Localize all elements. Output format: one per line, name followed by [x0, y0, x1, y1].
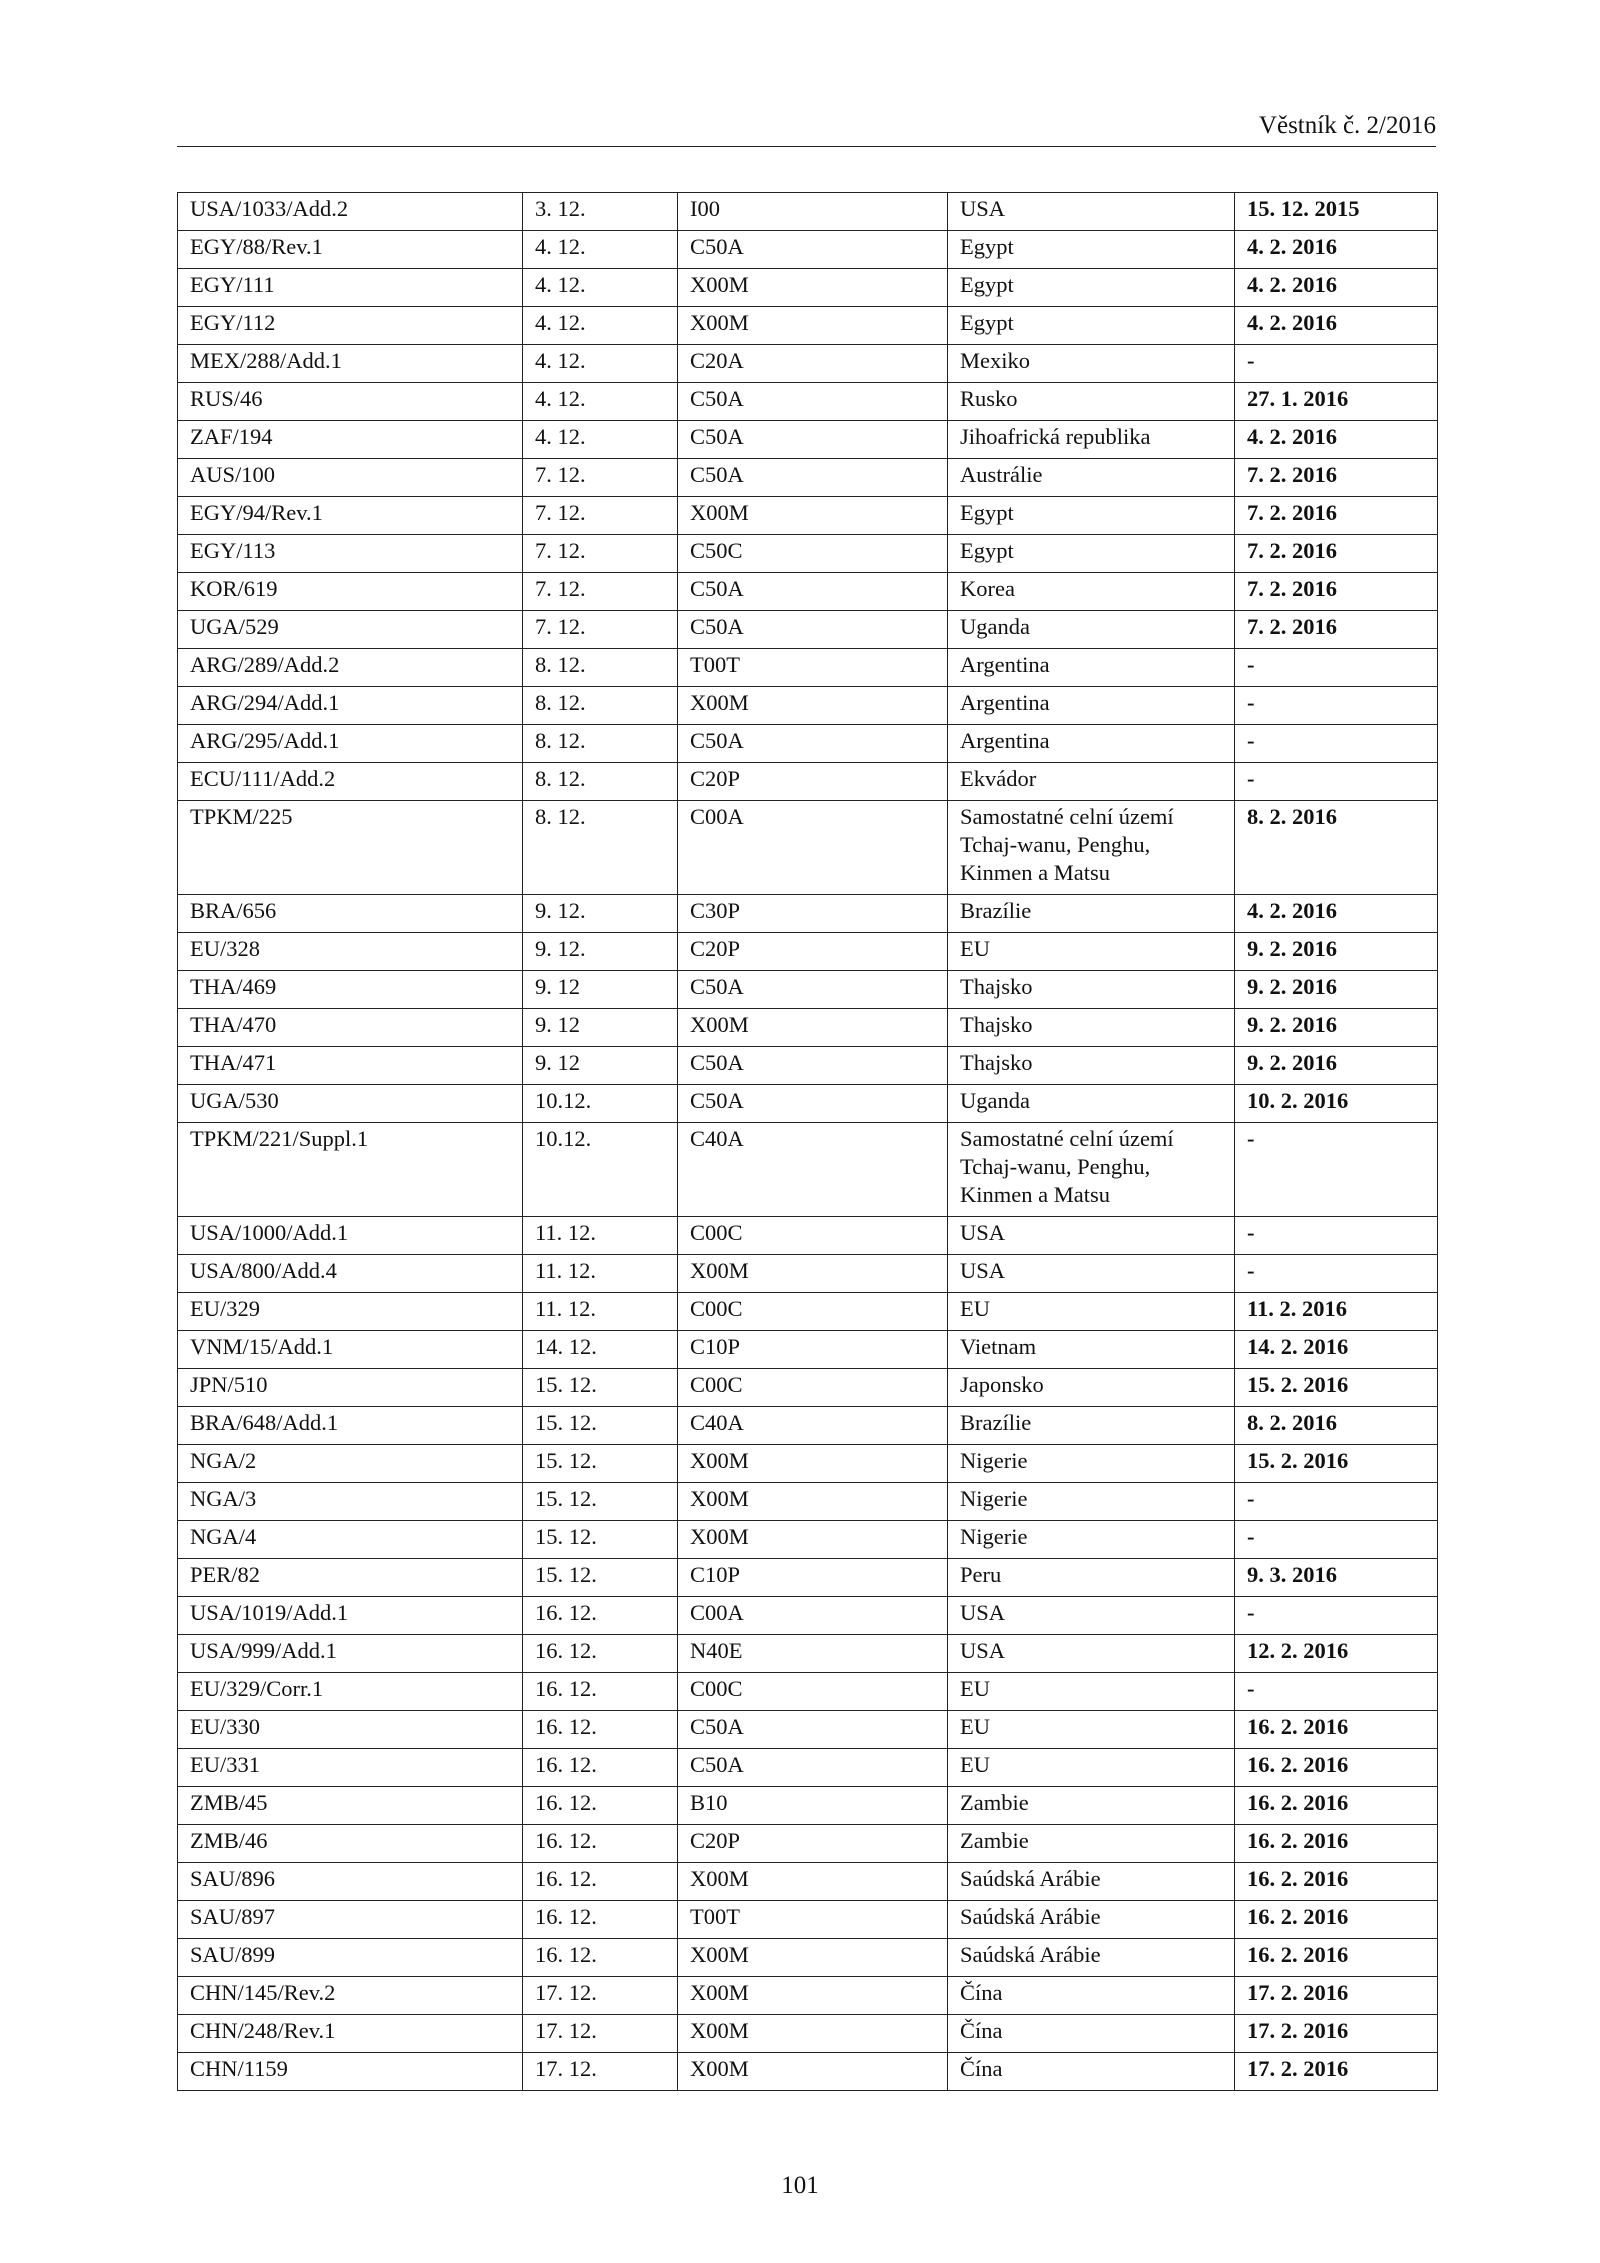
document-code-cell: RUS/46: [178, 383, 523, 421]
country-cell: Uganda: [948, 1085, 1235, 1123]
date-cell: 16. 12.: [523, 1787, 678, 1825]
journal-title: Věstník č. 2/2016: [1258, 112, 1436, 139]
document-code-cell: EGY/112: [178, 307, 523, 345]
table-row: [178, 1673, 1438, 1711]
category-code-cell: C20P: [678, 1825, 948, 1863]
table-row: [178, 1863, 1438, 1901]
deadline-cell: 4. 2. 2016: [1235, 231, 1438, 269]
country-cell: USA: [948, 1635, 1235, 1673]
document-code-cell: VNM/15/Add.1: [178, 1331, 523, 1369]
deadline-cell: -: [1235, 1483, 1438, 1521]
document-code-cell: THA/471: [178, 1047, 523, 1085]
document-code-cell: EU/331: [178, 1749, 523, 1787]
table-row: [178, 1445, 1438, 1483]
category-code-cell: C50A: [678, 1749, 948, 1787]
table-row: [178, 1977, 1438, 2015]
country-cell: Zambie: [948, 1825, 1235, 1863]
table-row: [178, 1407, 1438, 1445]
category-code-cell: C30P: [678, 895, 948, 933]
table-row: [178, 1711, 1438, 1749]
category-code-cell: C10P: [678, 1331, 948, 1369]
date-cell: 17. 12.: [523, 2053, 678, 2091]
date-cell: 4. 12.: [523, 383, 678, 421]
deadline-cell: 7. 2. 2016: [1235, 459, 1438, 497]
country-cell: Egypt: [948, 231, 1235, 269]
category-code-cell: X00M: [678, 1521, 948, 1559]
country-cell: EU: [948, 1749, 1235, 1787]
table-row: [178, 1635, 1438, 1673]
deadline-cell: 16. 2. 2016: [1235, 1939, 1438, 1977]
deadline-cell: 15. 2. 2016: [1235, 1445, 1438, 1483]
table-row: [178, 231, 1438, 269]
date-cell: 15. 12.: [523, 1483, 678, 1521]
date-cell: 9. 12: [523, 971, 678, 1009]
deadline-cell: 7. 2. 2016: [1235, 535, 1438, 573]
deadline-cell: -: [1235, 1521, 1438, 1559]
table-row: [178, 1217, 1438, 1255]
category-code-cell: C50C: [678, 535, 948, 573]
document-code-cell: ZMB/46: [178, 1825, 523, 1863]
table-row: [178, 307, 1438, 345]
category-code-cell: C50A: [678, 611, 948, 649]
category-code-cell: C50A: [678, 971, 948, 1009]
category-code-cell: C50A: [678, 725, 948, 763]
country-cell: Rusko: [948, 383, 1235, 421]
date-cell: 10.12.: [523, 1123, 678, 1217]
category-code-cell: I00: [678, 193, 948, 231]
table-row: [178, 687, 1438, 725]
country-cell: Nigerie: [948, 1483, 1235, 1521]
date-cell: 17. 12.: [523, 1977, 678, 2015]
table-row: [178, 1749, 1438, 1787]
document-code-cell: EU/330: [178, 1711, 523, 1749]
country-cell: Mexiko: [948, 345, 1235, 383]
country-cell: Čína: [948, 2015, 1235, 2053]
document-code-cell: THA/470: [178, 1009, 523, 1047]
date-cell: 16. 12.: [523, 1711, 678, 1749]
document-code-cell: PER/82: [178, 1559, 523, 1597]
date-cell: 7. 12.: [523, 611, 678, 649]
category-code-cell: T00T: [678, 649, 948, 687]
country-cell: Brazílie: [948, 1407, 1235, 1445]
deadline-cell: 9. 2. 2016: [1235, 971, 1438, 1009]
category-code-cell: C50A: [678, 231, 948, 269]
deadline-cell: 9. 2. 2016: [1235, 1009, 1438, 1047]
table-row: [178, 1825, 1438, 1863]
table-row: [178, 383, 1438, 421]
country-cell: Egypt: [948, 535, 1235, 573]
country-cell: Ekvádor: [948, 763, 1235, 801]
country-cell: Argentina: [948, 725, 1235, 763]
category-code-cell: X00M: [678, 497, 948, 535]
document-code-cell: USA/999/Add.1: [178, 1635, 523, 1673]
document-code-cell: USA/1019/Add.1: [178, 1597, 523, 1635]
deadline-cell: 7. 2. 2016: [1235, 573, 1438, 611]
document-code-cell: ARG/295/Add.1: [178, 725, 523, 763]
document-code-cell: SAU/899: [178, 1939, 523, 1977]
document-code-cell: SAU/897: [178, 1901, 523, 1939]
date-cell: 8. 12.: [523, 649, 678, 687]
deadline-cell: 16. 2. 2016: [1235, 1749, 1438, 1787]
category-code-cell: C20P: [678, 933, 948, 971]
country-cell: Egypt: [948, 497, 1235, 535]
table-row: [178, 573, 1438, 611]
deadline-cell: -: [1235, 1255, 1438, 1293]
document-code-cell: EGY/111: [178, 269, 523, 307]
document-code-cell: AUS/100: [178, 459, 523, 497]
date-cell: 15. 12.: [523, 1521, 678, 1559]
date-cell: 15. 12.: [523, 1369, 678, 1407]
date-cell: 9. 12: [523, 1047, 678, 1085]
date-cell: 8. 12.: [523, 725, 678, 763]
document-code-cell: NGA/4: [178, 1521, 523, 1559]
country-cell: Vietnam: [948, 1331, 1235, 1369]
country-cell: Thajsko: [948, 1009, 1235, 1047]
category-code-cell: C50A: [678, 1047, 948, 1085]
document-code-cell: UGA/529: [178, 611, 523, 649]
date-cell: 16. 12.: [523, 1749, 678, 1787]
country-cell: Nigerie: [948, 1521, 1235, 1559]
country-cell: Korea: [948, 573, 1235, 611]
country-cell: Saúdská Arábie: [948, 1901, 1235, 1939]
table-row: [178, 1293, 1438, 1331]
deadline-cell: -: [1235, 1597, 1438, 1635]
country-cell: Saúdská Arábie: [948, 1939, 1235, 1977]
deadline-cell: -: [1235, 1123, 1438, 1217]
country-cell: EU: [948, 1293, 1235, 1331]
table-row: [178, 649, 1438, 687]
country-cell: Austrálie: [948, 459, 1235, 497]
document-code-cell: NGA/3: [178, 1483, 523, 1521]
country-cell: Thajsko: [948, 1047, 1235, 1085]
deadline-cell: -: [1235, 687, 1438, 725]
date-cell: 4. 12.: [523, 345, 678, 383]
country-cell: Čína: [948, 2053, 1235, 2091]
country-cell: USA: [948, 1217, 1235, 1255]
category-code-cell: X00M: [678, 1977, 948, 2015]
category-code-cell: C50A: [678, 1085, 948, 1123]
date-cell: 11. 12.: [523, 1255, 678, 1293]
date-cell: 16. 12.: [523, 1825, 678, 1863]
date-cell: 7. 12.: [523, 459, 678, 497]
deadline-cell: 15. 12. 2015: [1235, 193, 1438, 231]
country-cell: Peru: [948, 1559, 1235, 1597]
category-code-cell: X00M: [678, 687, 948, 725]
document-code-cell: CHN/145/Rev.2: [178, 1977, 523, 2015]
document-code-cell: ECU/111/Add.2: [178, 763, 523, 801]
date-cell: 9. 12.: [523, 933, 678, 971]
document-code-cell: EGY/113: [178, 535, 523, 573]
deadline-cell: 9. 3. 2016: [1235, 1559, 1438, 1597]
table-row: [178, 1939, 1438, 1977]
deadline-cell: 16. 2. 2016: [1235, 1711, 1438, 1749]
country-cell: Čína: [948, 1977, 1235, 2015]
table-row: [178, 1255, 1438, 1293]
date-cell: 17. 12.: [523, 2015, 678, 2053]
table-row: [178, 801, 1438, 895]
country-cell: Egypt: [948, 269, 1235, 307]
date-cell: 4. 12.: [523, 269, 678, 307]
date-cell: 8. 12.: [523, 763, 678, 801]
table-row: [178, 497, 1438, 535]
deadline-cell: 17. 2. 2016: [1235, 1977, 1438, 2015]
date-cell: 11. 12.: [523, 1217, 678, 1255]
date-cell: 4. 12.: [523, 421, 678, 459]
category-code-cell: C40A: [678, 1407, 948, 1445]
date-cell: 7. 12.: [523, 535, 678, 573]
table-row: [178, 1559, 1438, 1597]
table-body: [178, 193, 1438, 2091]
category-code-cell: C00A: [678, 801, 948, 895]
date-cell: 11. 12.: [523, 1293, 678, 1331]
table-row: [178, 611, 1438, 649]
date-cell: 15. 12.: [523, 1445, 678, 1483]
country-cell: Nigerie: [948, 1445, 1235, 1483]
document-code-cell: BRA/648/Add.1: [178, 1407, 523, 1445]
country-cell: Jihoafrická republika: [948, 421, 1235, 459]
document-code-cell: BRA/656: [178, 895, 523, 933]
category-code-cell: X00M: [678, 1009, 948, 1047]
deadline-cell: -: [1235, 649, 1438, 687]
country-cell: Uganda: [948, 611, 1235, 649]
country-cell: Egypt: [948, 307, 1235, 345]
category-code-cell: X00M: [678, 1445, 948, 1483]
category-code-cell: X00M: [678, 1863, 948, 1901]
category-code-cell: X00M: [678, 1255, 948, 1293]
deadline-cell: -: [1235, 725, 1438, 763]
deadline-cell: 11. 2. 2016: [1235, 1293, 1438, 1331]
document-code-cell: EU/329/Corr.1: [178, 1673, 523, 1711]
table-row: [178, 1331, 1438, 1369]
category-code-cell: T00T: [678, 1901, 948, 1939]
document-code-cell: MEX/288/Add.1: [178, 345, 523, 383]
document-code-cell: USA/1000/Add.1: [178, 1217, 523, 1255]
deadline-cell: 17. 2. 2016: [1235, 2053, 1438, 2091]
country-cell: USA: [948, 193, 1235, 231]
category-code-cell: X00M: [678, 1939, 948, 1977]
deadline-cell: -: [1235, 763, 1438, 801]
date-cell: 8. 12.: [523, 801, 678, 895]
deadline-cell: 7. 2. 2016: [1235, 611, 1438, 649]
date-cell: 3. 12.: [523, 193, 678, 231]
date-cell: 16. 12.: [523, 1673, 678, 1711]
deadline-cell: 8. 2. 2016: [1235, 801, 1438, 895]
date-cell: 16. 12.: [523, 1939, 678, 1977]
category-code-cell: C40A: [678, 1123, 948, 1217]
date-cell: 9. 12.: [523, 895, 678, 933]
table-row: [178, 1047, 1438, 1085]
table-row: [178, 535, 1438, 573]
category-code-cell: B10: [678, 1787, 948, 1825]
date-cell: 15. 12.: [523, 1559, 678, 1597]
page-number: 101: [781, 2172, 819, 2199]
category-code-cell: C20A: [678, 345, 948, 383]
table-row: [178, 763, 1438, 801]
document-code-cell: JPN/510: [178, 1369, 523, 1407]
date-cell: 4. 12.: [523, 231, 678, 269]
country-cell: EU: [948, 1711, 1235, 1749]
date-cell: 16. 12.: [523, 1863, 678, 1901]
table-row: [178, 2053, 1438, 2091]
notifications-table: [177, 192, 1438, 2091]
deadline-cell: 4. 2. 2016: [1235, 307, 1438, 345]
country-cell: Zambie: [948, 1787, 1235, 1825]
table-row: [178, 421, 1438, 459]
category-code-cell: C20P: [678, 763, 948, 801]
document-code-cell: EU/328: [178, 933, 523, 971]
country-cell: Samostatné celní území Tchaj-wanu, Penghu, Kinmen a Matsu: [948, 801, 1235, 895]
deadline-cell: 17. 2. 2016: [1235, 2015, 1438, 2053]
deadline-cell: 16. 2. 2016: [1235, 1901, 1438, 1939]
deadline-cell: 16. 2. 2016: [1235, 1787, 1438, 1825]
country-cell: USA: [948, 1597, 1235, 1635]
deadline-cell: -: [1235, 345, 1438, 383]
deadline-cell: 15. 2. 2016: [1235, 1369, 1438, 1407]
deadline-cell: -: [1235, 1673, 1438, 1711]
page-header: [177, 110, 1436, 147]
document-code-cell: NGA/2: [178, 1445, 523, 1483]
table-row: [178, 1901, 1438, 1939]
date-cell: 16. 12.: [523, 1901, 678, 1939]
document-code-cell: EGY/88/Rev.1: [178, 231, 523, 269]
deadline-cell: 16. 2. 2016: [1235, 1863, 1438, 1901]
category-code-cell: C00C: [678, 1293, 948, 1331]
table-row: [178, 1085, 1438, 1123]
document-code-cell: USA/800/Add.4: [178, 1255, 523, 1293]
document-code-cell: ZAF/194: [178, 421, 523, 459]
country-cell: Saúdská Arábie: [948, 1863, 1235, 1901]
document-code-cell: USA/1033/Add.2: [178, 193, 523, 231]
country-cell: Samostatné celní území Tchaj-wanu, Penghu, Kinmen a Matsu: [948, 1123, 1235, 1217]
category-code-cell: X00M: [678, 1483, 948, 1521]
date-cell: 14. 12.: [523, 1331, 678, 1369]
country-cell: EU: [948, 933, 1235, 971]
table-row: [178, 971, 1438, 1009]
table-row: [178, 1787, 1438, 1825]
document-code-cell: ARG/294/Add.1: [178, 687, 523, 725]
table-row: [178, 345, 1438, 383]
table-row: [178, 193, 1438, 231]
date-cell: 10.12.: [523, 1085, 678, 1123]
deadline-cell: 16. 2. 2016: [1235, 1825, 1438, 1863]
document-code-cell: UGA/530: [178, 1085, 523, 1123]
category-code-cell: X00M: [678, 269, 948, 307]
date-cell: 4. 12.: [523, 307, 678, 345]
category-code-cell: C00C: [678, 1369, 948, 1407]
deadline-cell: 10. 2. 2016: [1235, 1085, 1438, 1123]
date-cell: 16. 12.: [523, 1635, 678, 1673]
document-code-cell: CHN/248/Rev.1: [178, 2015, 523, 2053]
category-code-cell: C50A: [678, 1711, 948, 1749]
deadline-cell: 4. 2. 2016: [1235, 269, 1438, 307]
country-cell: USA: [948, 1255, 1235, 1293]
category-code-cell: C00C: [678, 1217, 948, 1255]
table-row: [178, 933, 1438, 971]
deadline-cell: 8. 2. 2016: [1235, 1407, 1438, 1445]
document-code-cell: TPKM/225: [178, 801, 523, 895]
category-code-cell: X00M: [678, 2053, 948, 2091]
date-cell: 15. 12.: [523, 1407, 678, 1445]
table-row: [178, 1521, 1438, 1559]
deadline-cell: 4. 2. 2016: [1235, 421, 1438, 459]
document-code-cell: KOR/619: [178, 573, 523, 611]
table-row: [178, 2015, 1438, 2053]
country-cell: Japonsko: [948, 1369, 1235, 1407]
country-cell: Thajsko: [948, 971, 1235, 1009]
deadline-cell: 27. 1. 2016: [1235, 383, 1438, 421]
category-code-cell: C50A: [678, 421, 948, 459]
table-row: [178, 725, 1438, 763]
table-row: [178, 1483, 1438, 1521]
table-row: [178, 1597, 1438, 1635]
deadline-cell: 7. 2. 2016: [1235, 497, 1438, 535]
category-code-cell: N40E: [678, 1635, 948, 1673]
deadline-cell: -: [1235, 1217, 1438, 1255]
date-cell: 8. 12.: [523, 687, 678, 725]
deadline-cell: 4. 2. 2016: [1235, 895, 1438, 933]
date-cell: 7. 12.: [523, 573, 678, 611]
table-row: [178, 459, 1438, 497]
date-cell: 9. 12: [523, 1009, 678, 1047]
document-code-cell: EU/329: [178, 1293, 523, 1331]
country-cell: Brazílie: [948, 895, 1235, 933]
table-row: [178, 895, 1438, 933]
category-code-cell: C10P: [678, 1559, 948, 1597]
date-cell: 16. 12.: [523, 1597, 678, 1635]
deadline-cell: 12. 2. 2016: [1235, 1635, 1438, 1673]
document-code-cell: TPKM/221/Suppl.1: [178, 1123, 523, 1217]
country-cell: EU: [948, 1673, 1235, 1711]
document-code-cell: SAU/896: [178, 1863, 523, 1901]
date-cell: 7. 12.: [523, 497, 678, 535]
document-code-cell: THA/469: [178, 971, 523, 1009]
table-row: [178, 1369, 1438, 1407]
document-code-cell: CHN/1159: [178, 2053, 523, 2091]
table-row: [178, 1123, 1438, 1217]
country-cell: Argentina: [948, 649, 1235, 687]
category-code-cell: C50A: [678, 383, 948, 421]
category-code-cell: C50A: [678, 459, 948, 497]
document-code-cell: ZMB/45: [178, 1787, 523, 1825]
category-code-cell: C00A: [678, 1597, 948, 1635]
category-code-cell: X00M: [678, 2015, 948, 2053]
country-cell: Argentina: [948, 687, 1235, 725]
deadline-cell: 9. 2. 2016: [1235, 933, 1438, 971]
document-code-cell: ARG/289/Add.2: [178, 649, 523, 687]
deadline-cell: 14. 2. 2016: [1235, 1331, 1438, 1369]
table-row: [178, 269, 1438, 307]
table-row: [178, 1009, 1438, 1047]
category-code-cell: X00M: [678, 307, 948, 345]
category-code-cell: C00C: [678, 1673, 948, 1711]
category-code-cell: C50A: [678, 573, 948, 611]
document-code-cell: EGY/94/Rev.1: [178, 497, 523, 535]
deadline-cell: 9. 2. 2016: [1235, 1047, 1438, 1085]
